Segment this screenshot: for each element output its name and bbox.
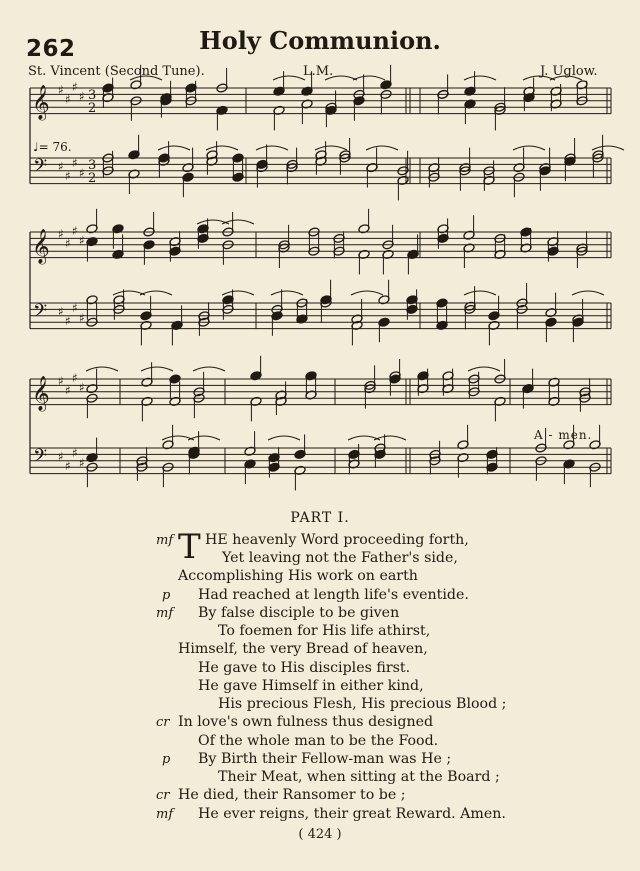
treble-clef: 𝄞 bbox=[32, 85, 50, 120]
verse-line: By false disciple to be given bbox=[198, 605, 400, 621]
sharp-sign: ♯ bbox=[58, 449, 64, 464]
slur bbox=[353, 76, 385, 80]
slur bbox=[268, 436, 300, 440]
slur bbox=[468, 367, 500, 371]
verse-line: Himself, the very Bread of heaven, bbox=[178, 641, 428, 658]
composer: J. Uglow. bbox=[540, 64, 598, 79]
slur bbox=[572, 291, 604, 295]
time-signature: 3 bbox=[88, 88, 97, 103]
slur bbox=[86, 367, 118, 371]
slur bbox=[273, 76, 305, 80]
dynamic-marking: mf bbox=[156, 606, 174, 621]
bass-clef: 𝄢 bbox=[33, 156, 48, 181]
part-heading: PART I. bbox=[290, 510, 350, 526]
tune-name: St. Vincent (Second Tune). bbox=[28, 64, 205, 79]
dynamic-marking: p bbox=[162, 587, 171, 603]
sharp-sign: ♯ bbox=[79, 310, 85, 325]
treble-clef: 𝄞 bbox=[32, 376, 50, 411]
amen-lyric: A - men. bbox=[534, 428, 593, 442]
sharp-sign: ♯ bbox=[79, 233, 85, 248]
page-number: ( 424 ) bbox=[298, 827, 342, 842]
sharp-sign: ♯ bbox=[72, 223, 78, 238]
sharp-sign: ♯ bbox=[58, 227, 64, 241]
sharp-sign: ♯ bbox=[58, 374, 64, 388]
slur bbox=[141, 367, 173, 371]
sharp-sign: ♯ bbox=[79, 380, 85, 395]
slur bbox=[158, 146, 190, 150]
sharp-sign: ♯ bbox=[65, 383, 71, 398]
verse-line: His precious Flesh, His precious Blood ; bbox=[218, 696, 507, 713]
sharp-sign: ♯ bbox=[72, 301, 78, 316]
verse-line: In love's own fulness thus designed bbox=[178, 714, 434, 731]
slur bbox=[464, 291, 496, 295]
dynamic-marking: p bbox=[162, 752, 171, 767]
slur bbox=[206, 146, 238, 150]
slur bbox=[256, 146, 288, 150]
sharp-sign: ♯ bbox=[65, 236, 71, 251]
sharp-sign: ♯ bbox=[72, 446, 78, 461]
verse-line: Of the whole man to be the Food. bbox=[198, 732, 439, 749]
sharp-sign: ♯ bbox=[58, 83, 64, 97]
hymn-number: 262 bbox=[26, 36, 76, 62]
verse-line: He gave to His disciples first. bbox=[198, 659, 411, 676]
bass-clef: 𝄢 bbox=[33, 446, 48, 471]
verse-line: HE heavenly Word proceeding forth, bbox=[205, 532, 469, 548]
verse-line: Yet leaving not the Father's side, bbox=[222, 550, 458, 567]
verse-line: He ever reigns, their great Reward. Amen. bbox=[198, 805, 506, 822]
sharp-sign: ♯ bbox=[79, 165, 85, 180]
slur bbox=[193, 367, 225, 371]
sharp-sign: ♯ bbox=[65, 459, 71, 473]
verse-line: He died, their Ransomer to be ; bbox=[178, 787, 406, 804]
sharp-sign: ♯ bbox=[65, 169, 71, 183]
sharp-sign: ♯ bbox=[65, 92, 71, 107]
dynamic-marking: cr bbox=[156, 715, 170, 731]
dynamic-marking: cr bbox=[156, 788, 170, 804]
sharp-sign: ♯ bbox=[79, 89, 85, 104]
slur bbox=[271, 291, 303, 295]
slur bbox=[366, 146, 398, 150]
treble-clef: 𝄞 bbox=[32, 229, 50, 264]
slur bbox=[592, 146, 624, 150]
bass-clef: 𝄢 bbox=[33, 301, 48, 326]
time-signature: 2 bbox=[88, 101, 97, 116]
time-signature: 3 bbox=[88, 158, 97, 173]
verse-line: Their Meat, when sitting at the Board ; bbox=[218, 769, 500, 786]
slur bbox=[351, 291, 383, 295]
verse-line: By Birth their Fellow-man was He ; bbox=[198, 751, 452, 767]
sharp-sign: ♯ bbox=[72, 79, 78, 94]
slur bbox=[222, 291, 254, 295]
verse-line: Accomplishing His work on earth bbox=[178, 568, 418, 585]
dynamic-marking: mf bbox=[156, 533, 174, 548]
verse-line: Had reached at length life's eventide. bbox=[198, 586, 469, 603]
sharp-sign: ♯ bbox=[65, 314, 71, 328]
sharp-sign: ♯ bbox=[79, 455, 85, 470]
slur bbox=[130, 76, 162, 80]
slur bbox=[513, 146, 545, 150]
sharp-sign: ♯ bbox=[72, 156, 78, 171]
tempo-marking: ♩= 76. bbox=[33, 140, 72, 154]
verse-line: To foemen for His life athirst, bbox=[218, 623, 431, 640]
section-title: Holy Communion. bbox=[199, 26, 441, 55]
slur bbox=[315, 146, 347, 150]
slur bbox=[325, 76, 357, 80]
meter: L.M. bbox=[303, 64, 334, 79]
sharp-sign: ♯ bbox=[58, 304, 64, 319]
dynamic-marking: mf bbox=[156, 806, 174, 822]
sharp-sign: ♯ bbox=[72, 370, 78, 385]
slur bbox=[464, 76, 496, 80]
verse-line: He gave Himself in either kind, bbox=[198, 678, 424, 694]
sharp-sign: ♯ bbox=[58, 159, 64, 174]
drop-capital: T bbox=[178, 527, 201, 567]
time-signature: 2 bbox=[88, 171, 97, 186]
